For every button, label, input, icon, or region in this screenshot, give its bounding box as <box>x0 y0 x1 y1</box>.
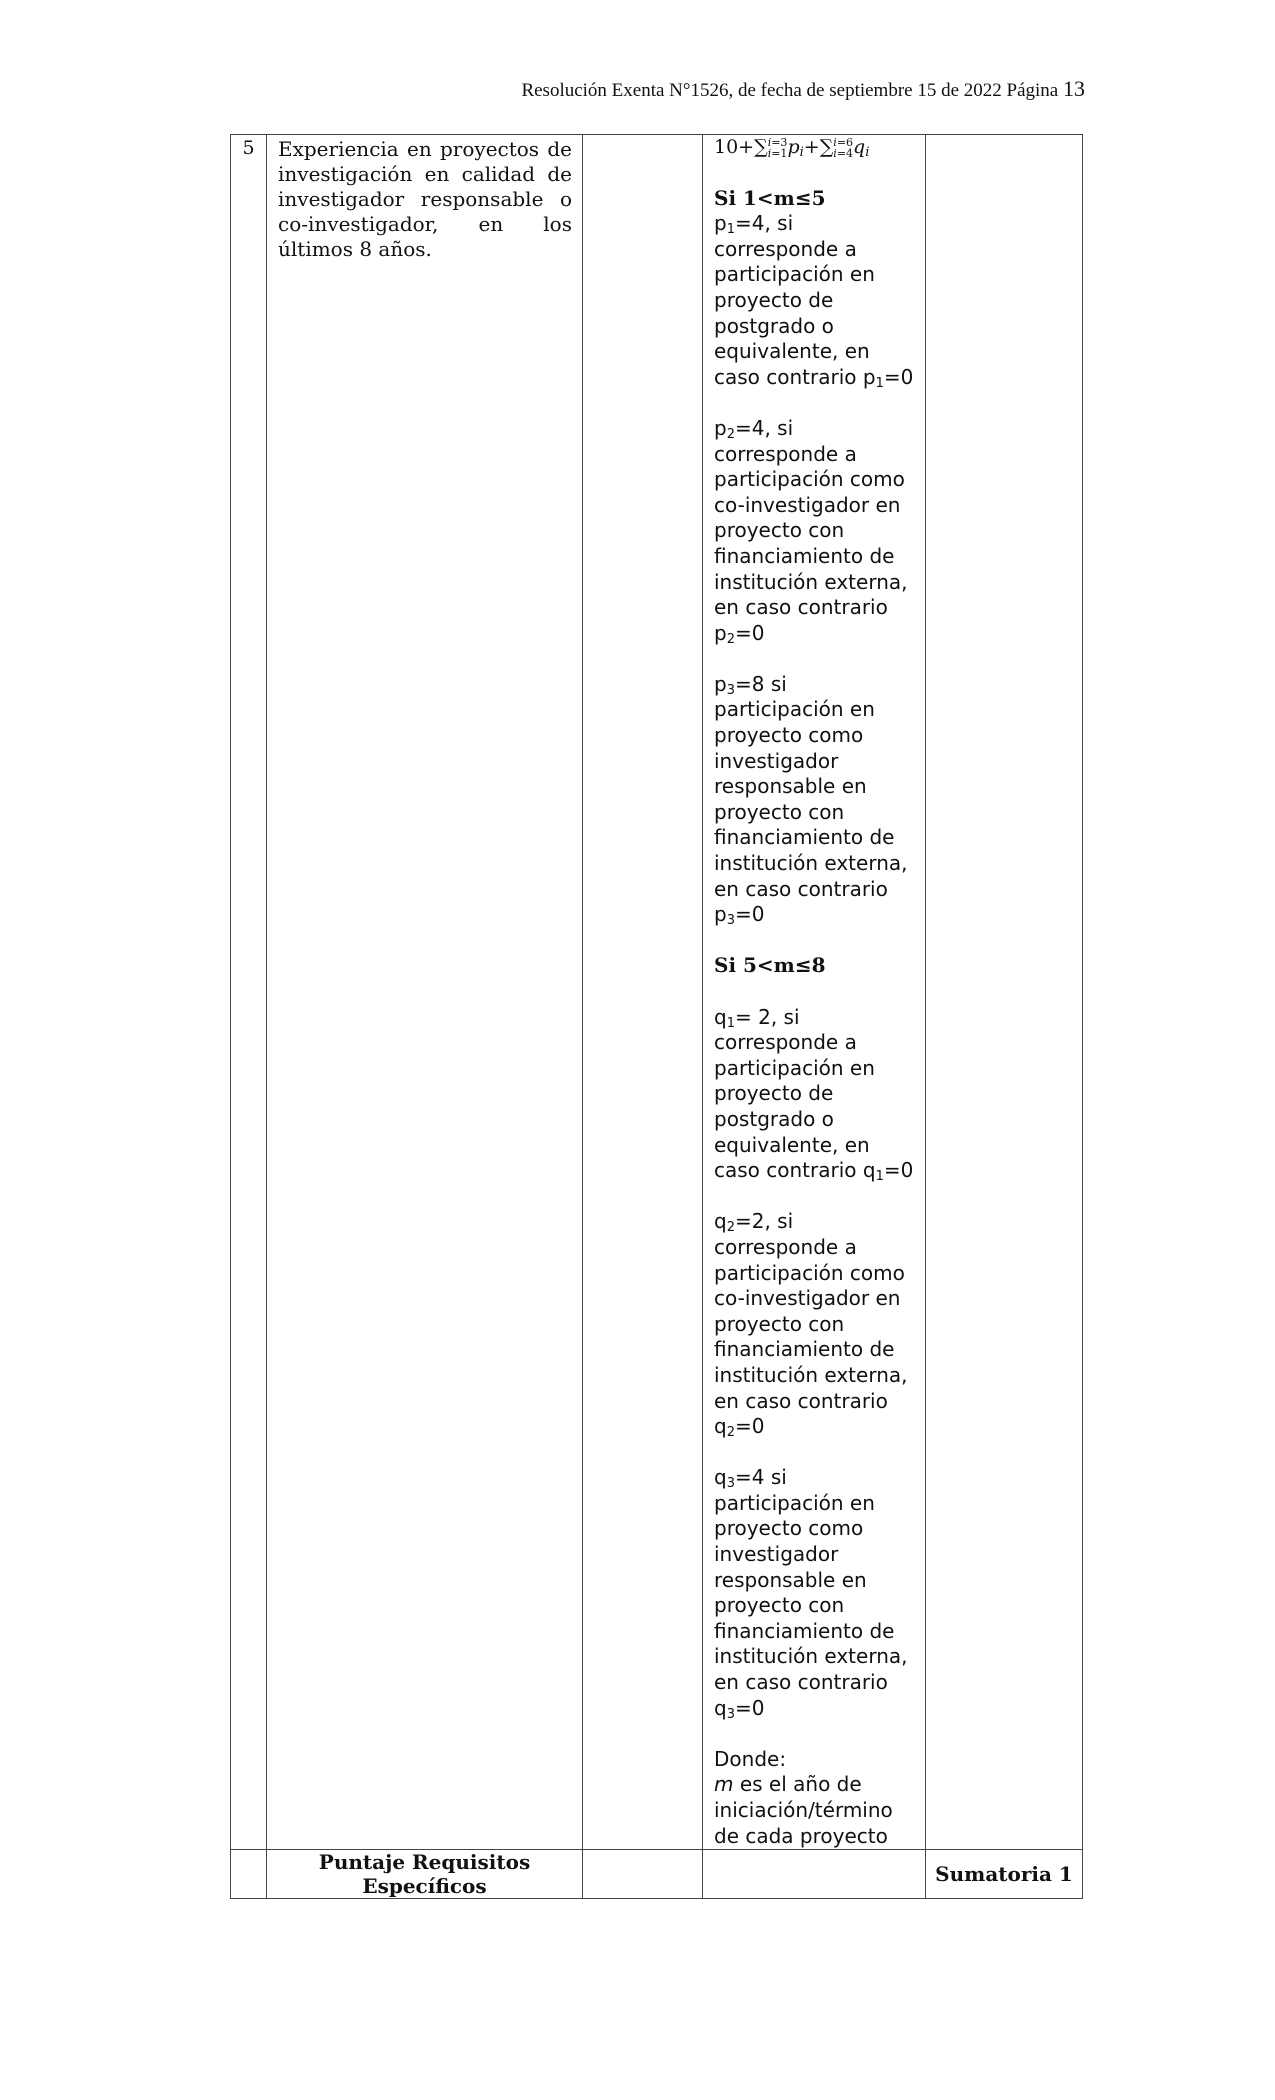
table-row <box>231 135 1083 1850</box>
page-header <box>521 76 1085 102</box>
empty-cell <box>583 1850 703 1899</box>
criterion-q3: $q_3=4$ si participación en proyecto como investigador responsable en proyecto con financiamiento de institución externa, en caso contrario $q_3=0$ <box>714 1465 908 1722</box>
criterion-q2: $q_2=2$, si corresponde a participación como co-investigador en proyecto con financiamiento de institución externa, en caso contrario $q_2=0$ <box>714 1209 908 1441</box>
criteria-cell <box>703 135 926 1850</box>
page-number: 13 <box>1063 76 1085 101</box>
m-variable: m <box>714 1772 734 1797</box>
empty-cell <box>583 135 703 1850</box>
row-number: 5 <box>231 135 267 1850</box>
criterion-q1: $q_1= 2$, si corresponde a participación en proyecto de postgrado o equivalente, en caso contrario $q_1=0$ <box>714 1004 914 1185</box>
evaluation-table <box>230 134 1083 1899</box>
header-text: Resolución Exenta N°1526, de fecha de septiembre 15 de 2022 Página <box>521 80 1059 101</box>
criterion-p1: $p_1=4$, si corresponde a participación en proyecto de postgrado o equivalente, en caso contrario $p_1=0$ <box>714 211 914 391</box>
empty-cell <box>231 1850 267 1899</box>
score-formula: 10+∑i=3 $i=1p_i+\sum i=6$ $i=4q_i$ <box>714 136 870 160</box>
range-two-heading: Si 5<m≤8 <box>714 953 826 978</box>
formula-base: 10+ <box>714 136 755 158</box>
total-row <box>231 1850 1083 1899</box>
empty-cell <box>926 135 1083 1850</box>
range-one-heading: Si 1<m≤5 <box>714 185 826 210</box>
criterion-p3: $p_3=8$ si participación en proyecto como investigador responsable en proyecto con financiamiento de institución externa, en caso contrario $p_3=0$ <box>714 671 908 929</box>
row-description: Experiencia en proyectos de investigación en calidad de investigador responsable o co-investigador, en los últimos 8 años. <box>267 135 583 1850</box>
total-value: Sumatoria 1 <box>926 1850 1083 1899</box>
where-note: Donde: m es el año de iniciación/término de cada proyecto <box>714 1746 893 1848</box>
criterion-p2: $p_2=4$, si corresponde a participación como co-investigador en proyecto con financiamiento de institución externa, en caso contrario $p_2=0$ <box>714 415 908 647</box>
total-label: Puntaje Requisitos Específicos <box>267 1850 583 1899</box>
empty-cell <box>703 1850 926 1899</box>
